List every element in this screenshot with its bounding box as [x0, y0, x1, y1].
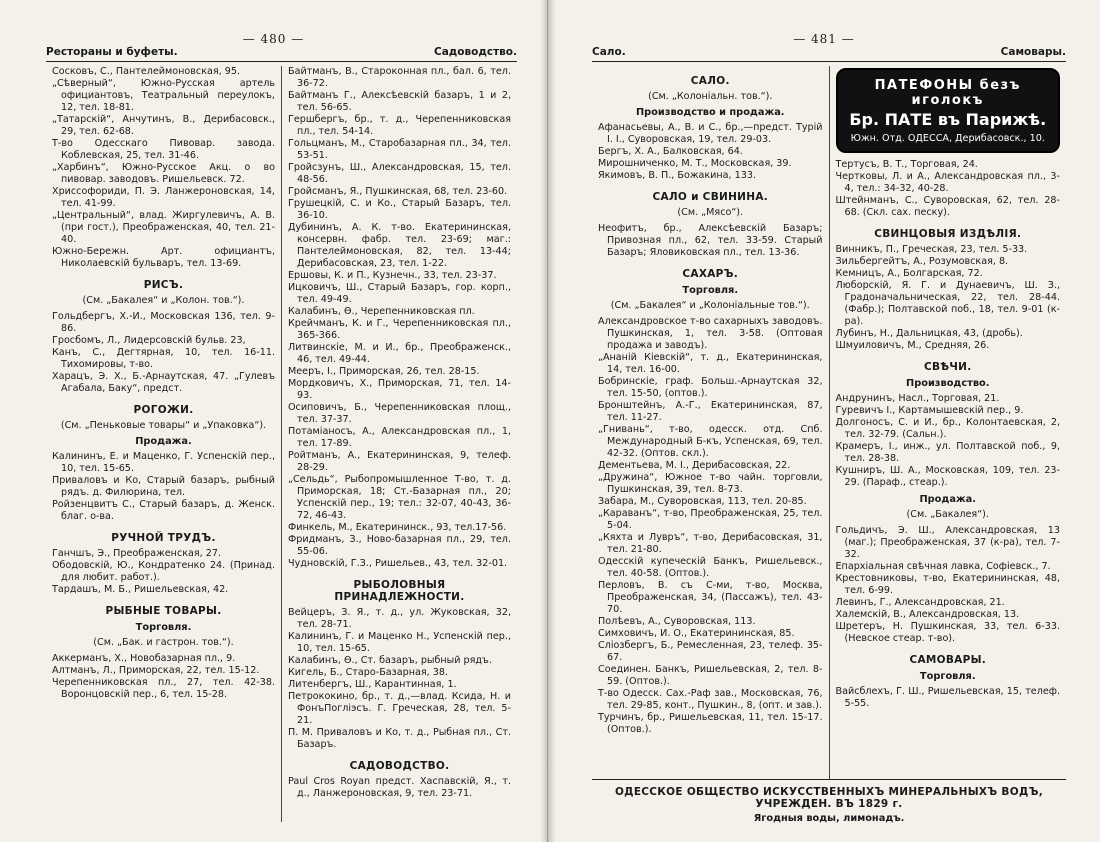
directory-entry: Забара, М., Суворовская, 113, тел. 20-85.: [598, 496, 807, 507]
page-number: — 480 —: [242, 32, 305, 46]
directory-entry: Харацъ, Э. Х., Б.-Арнаутская, 47. „Гулевъ Агабала, Баку“, предст.: [52, 371, 275, 394]
page-footer-advert: [592, 779, 1066, 824]
directory-entry: Гершбергъ, бр., т. д., Черепенниковская пл., тел. 54-14.: [288, 114, 511, 137]
directory-entry: Бронштейнъ, А.-Г., Екатерининская, 87, тел. 11-27.: [598, 400, 823, 423]
directory-entry: Черепенниковская пл., 27, тел. 42-38. Воронцовскiй пер., 6, тел. 15-28.: [52, 677, 275, 700]
section-heading: САМОВАРЫ.: [909, 654, 987, 666]
directory-entry: Гольцманъ, М., Старобазарная пл., 34, тел. 53-51.: [288, 138, 511, 161]
directory-entry: Ершовы, К. и П., Кузнечн., 33, тел. 23-37.: [288, 270, 497, 281]
subsection-heading: Продажа.: [135, 436, 192, 447]
directory-entry: Вайсблехъ, Г. Ш., Ришельевская, 15, телеф. 5-55.: [835, 686, 1060, 709]
directory-entry: Долгоносъ, С. и И., бр., Колонтаевская, 2, тел. 32-79. (Сальн.).: [835, 417, 1060, 440]
directory-entry: „Дружина“, Южное т-во чайн. торговли, Пушкинская, 39, тел. 8-73.: [598, 472, 823, 495]
directory-entry: Гройсзунъ, Ш., Александровская, 15, тел. 48-56.: [288, 162, 511, 185]
directory-entry: „Центральный“, влад. Жиргулевичъ, А. В. (при гост.), Преображенская, 40, тел. 21-40.: [52, 210, 275, 245]
directory-entry: Канъ, С., Дегтярная, 10, тел. 16-11. Тихомировы, т-во.: [52, 347, 275, 370]
section-heading: СВИНЦОВЫЯ ИЗДѢЛIЯ.: [874, 228, 1022, 240]
directory-entry: Осиповичъ, Б., Черепенниковская площ., тел. 37-37.: [288, 402, 511, 425]
running-header-right: Самовары.: [1000, 46, 1066, 58]
directory-entry: Епархiальная свѣчная лавка, Софiевск., 7.: [835, 561, 1051, 572]
section-heading: РИСЪ.: [143, 279, 184, 291]
directory-entry: Шмуиловичъ, М., Средняя, 26.: [835, 340, 990, 351]
directory-entry: Аккерманъ, Х., Новобазарная пл., 9.: [52, 653, 236, 664]
directory-entry: Байтманъ, В., Староконная пл., бал. 6, тел. 36-72.: [288, 66, 511, 89]
running-header: [46, 46, 517, 62]
directory-entry: Вейцеръ, З. Я., т. д., ул. Жуковская, 32, тел. 28-71.: [288, 607, 511, 630]
directory-entry: Слiозбергъ, Б., Ремесленная, 23, телеф. 35-67.: [598, 640, 823, 663]
directory-entry: Халемскiй, В., Александровская, 13.: [835, 609, 1020, 620]
directory-entry: Ицковичъ, Ш., Старый Базаръ, гор. корп., тел. 49-49.: [288, 282, 511, 305]
directory-entry: „Сѣверный“, Южно-Русская артель официантовъ, Театральный переулокъ, 12, тел. 18-81.: [52, 78, 275, 113]
directory-entry: Алтманъ, Л., Приморская, 22, тел. 15-12.: [52, 665, 260, 676]
section-heading: СВѢЧИ.: [923, 361, 972, 373]
running-header-left: Сало.: [592, 46, 626, 58]
directory-entry: Якимовъ, В. П., Божакина, 133.: [598, 170, 756, 181]
page-number: — 481 —: [793, 32, 855, 46]
directory-entry: Калининъ, Е. и Маценко, Г. Успенскiй пер., 10, тел. 15-65.: [52, 451, 275, 474]
section-heading: РЫБНЫЕ ТОВАРЫ.: [105, 605, 222, 617]
subsection-heading: Торговля.: [682, 285, 739, 296]
cross-reference: (См. „Бакалея“ и „Колоніальные тов.“).: [610, 300, 810, 311]
running-header: [592, 46, 1066, 62]
directory-entry: Петрококино, бр., т. д.,—влад. Ксида, Н. и ФонъПоглiэсъ. Г. Греческая, 28, тел. 5-21.: [288, 691, 511, 726]
directory-entry: Финкель, М., Екатерининск., 93, тел.17-56.: [288, 522, 507, 533]
section-heading: САЛО.: [690, 75, 730, 87]
cross-reference: (См. „Колоніальн. тов.“).: [648, 91, 773, 102]
subsection-heading: Производство и продажа.: [635, 107, 785, 118]
directory-entry: Андрунинъ, Насл., Торговая, 21.: [835, 393, 1000, 404]
directory-entry: Одесскiй купеческiй Банкъ, Ришельевск., тел. 40-58. (Оптов.).: [598, 556, 823, 579]
column-1: [592, 66, 829, 780]
directory-entry: Шретеръ, Н. Пушкинская, 33, тел. 6-33. (Невское стеар. т-во).: [835, 621, 1060, 644]
subsection-heading: Продажа.: [919, 494, 977, 505]
directory-entry: Ободовскiй, Ю., Кондратенко 24. (Принад. для любит. работ.).: [52, 560, 275, 583]
directory-entry: Чудновскiй, Г.З., Ришельев., 43, тел. 32-01.: [288, 558, 508, 569]
directory-entry: Приваловъ и Ко, Старый базаръ, рыбный рядъ. д. Филюрина, тел.: [52, 475, 275, 498]
section-heading: РУЧНОЙ ТРУДЪ.: [111, 532, 216, 544]
column-1: [46, 66, 281, 822]
running-header-left: Рестораны и буфеты.: [46, 46, 178, 58]
directory-entry: Афанасьевы, А., В. и С., бр.,—предст. Турiй I. I., Суворовская, 19, тел. 29-03.: [598, 122, 823, 145]
section-heading: САХАРЪ.: [682, 268, 739, 280]
advertisement-box: [836, 68, 1061, 153]
subsection-heading: Торговля.: [919, 671, 976, 682]
column-2: [281, 66, 517, 822]
cross-reference: (См. „Бакалея“).: [906, 509, 989, 520]
directory-entry: Чертковы, Л. и А., Александровская пл., 3-4, тел.: 34-32, 40-28.: [835, 171, 1060, 194]
directory-entry: Дубининъ, А. К. т-во. Екатерининская, консервн. фабр. тел. 23-69; маг.: Пантелеймоновская, 82, тел. 13-44; Дерибасовская, 23, тел. 1-22.: [288, 222, 511, 269]
text-columns: [46, 66, 517, 822]
directory-entry: Крамеръ, I., инж., ул. Полтавской поб., 9, тел. 28-38.: [835, 441, 1060, 464]
directory-entry: Дементьева, М. I., Дерибасовская, 22.: [598, 460, 791, 471]
directory-entry: Фридманъ, З., Ново-базарная пл., 29, тел. 55-06.: [288, 534, 511, 557]
directory-entry: Бобринскiе, граф. Больш.-Арнаутская 32, тел. 15-50, (оптов.).: [598, 376, 823, 399]
directory-entry: Потамiаносъ, А., Александровская пл., 1, тел. 17-89.: [288, 426, 511, 449]
cross-reference: (См. „Бакалея“ и „Колон. тов.“).: [82, 295, 245, 306]
cross-reference: (См. „Пеньковые товары“ и „Упаковка“).: [60, 420, 267, 431]
ad-line-2: Бр. ПАТЕ въ Парижѣ.: [849, 110, 1047, 129]
directory-entry: Paul Cros Royan предст. Хаспавскiй, Я., т. д., Ланжероновская, 9, тел. 23-71.: [288, 776, 511, 799]
directory-entry: Штейнманъ, С., Суворовская, 62, тел. 28-68. (Скл. сах. песку).: [835, 195, 1060, 218]
directory-entry: Байтманъ Г., Алексѣевскiй базаръ, 1 и 2, тел. 56-65.: [288, 90, 511, 113]
directory-entry: Александровское т-во сахарныхъ заводовъ. Пушкинская, 1, тел. 3-58. (Оптовая продажа и заводъ).: [598, 316, 823, 351]
directory-entry: Литенбергъ, Ш., Карантинная, 1.: [288, 679, 457, 690]
directory-entry: Литвинскiе, М. и И., бр., Преображенск., 46, тел. 49-44.: [288, 342, 511, 365]
section-heading: РЫБОЛОВНЫЯ ПРИНАДЛЕЖНОСТИ.: [334, 579, 465, 603]
directory-entry: Калининъ, Г. и Маценко Н., Успенскiй пер., 10, тел. 15-65.: [288, 631, 511, 654]
directory-entry: Гольдбергъ, Х.-И., Московская 136, тел. 9-86.: [52, 311, 275, 334]
directory-entry: Тертусъ, В. Т., Торговая, 24.: [835, 159, 978, 170]
directory-entry: Т-во Одесскаго Пивовар. завода. Коблевская, 25, тел. 31-46.: [52, 138, 275, 161]
directory-entry: Грушецкiй, С. и Ко., Старый Базаръ, тел. 36-10.: [288, 198, 511, 221]
ad-line-3: Южн. Отд. ОДЕССА, Дерибасовск., 10.: [850, 133, 1045, 144]
directory-entry: Турчинъ, бр., Ришельевская, 11, тел. 15-17. (Оптов.).: [598, 712, 823, 735]
directory-entry: Гольдичъ, Э. Ш., Александровская, 13 (маг.); Преображенская, 37 (к-ра), тел. 7-32.: [835, 525, 1060, 560]
directory-entry: Неофитъ, бр., Алексѣевскiй Базаръ; Привозная пл., 62, тел. 33-59. Старый Базаръ; Яловиковская пл., тел. 13-36.: [598, 223, 823, 258]
right-page: [548, 0, 1100, 842]
directory-entry: Кигель, Б., Старо-Базарная, 38.: [288, 667, 449, 678]
directory-entry: Крестовниковы, т-во, Екатерининская, 48, тел. 6-99.: [835, 573, 1060, 596]
directory-entry: Мееръ, I., Приморская, 26, тел. 28-15.: [288, 366, 480, 377]
directory-entry: Гросбомъ, Л., Лидерсовскiй бульв. 23,: [52, 335, 246, 346]
footer-line-2: Ягодныя воды, лимонадъ.: [753, 813, 905, 824]
directory-entry: Калабинъ, Ѳ., Черепенниковская пл.: [288, 306, 475, 317]
directory-entry: Гуревичъ I., Картамышевскiй пер., 9.: [835, 405, 1024, 416]
section-heading: САЛО и СВИНИНА.: [652, 191, 769, 203]
cross-reference: (См. „Мясо“).: [677, 207, 744, 218]
directory-entry: Хриссофориди, П. Э. Ланжероновская, 14, тел. 41-99.: [52, 186, 275, 209]
directory-entry: „Татарскiй“, Анчутинъ, В., Дерибасовск., 29, тел. 62-68.: [52, 114, 275, 137]
left-page: [0, 0, 548, 842]
directory-entry: П. М. Приваловъ и Ко, т. д., Рыбная пл., Ст. Базаръ.: [288, 727, 511, 750]
running-header-right: Садоводство.: [434, 46, 517, 58]
book-gutter: [540, 0, 556, 842]
section-heading: САДОВОДСТВО.: [349, 760, 450, 772]
directory-entry: Кушниръ, Ш. А., Московская, 109, тел. 23-29. (Параф., стеар.).: [835, 465, 1060, 488]
directory-entry: Ройзенцвитъ С., Старый базаръ, д. Женск. благ. о-ва.: [52, 499, 275, 522]
directory-entry: Ганчшъ, Э., Преображенская, 27.: [52, 548, 222, 559]
directory-entry: Винникъ, П., Греческая, 23, тел. 5-33.: [835, 244, 1028, 255]
directory-entry: Мордковичъ, Х., Приморская, 71, тел. 14-93.: [288, 378, 511, 401]
directory-entry: „Ананiй Кiевскiй“, т. д., Екатерининская, 14, тел. 16-00.: [598, 352, 823, 375]
directory-entry: Перловъ, В. съ С-ми, т-во, Москва, Преображенская, 34, (Пассажъ), тел. 43-70.: [598, 580, 823, 615]
directory-entry: „Гнивань“, т-во, одесск. отд. Спб. Международный Б-къ, Успенская, 69, тел. 42-32. (Оптов. скл.).: [598, 424, 823, 459]
directory-entry: Ройтманъ, А., Екатерининская, 9, телеф. 28-29.: [288, 450, 511, 473]
directory-entry: Крейчманъ, К. и Г., Черепенниковская пл., 365-366.: [288, 318, 511, 341]
directory-entry: „Харбинъ“, Южно-Русское Акц. о во пивовар. заводовъ. Ришельевск. 72.: [52, 162, 275, 185]
subsection-heading: Производство.: [906, 378, 990, 389]
directory-entry: Гройсманъ, Я., Пушкинская, 68, тел. 23-60.: [288, 186, 508, 197]
directory-entry: Южно-Бережн. Арт. официантъ, Николаевскiй бульваръ, тел. 13-69.: [52, 246, 275, 269]
directory-entry: Сосковъ, С., Пантелеймоновская, 95.: [52, 66, 240, 77]
directory-entry: „Сельдь“, Рыбопромышленное Т-во, т. д. Приморская, 18; Ст.-Базарная пл., 20; Успенскiй пер., 19; тел.: 32-07, 40-43, 36-72, 46-43.: [288, 474, 511, 521]
column-2-entries: [836, 159, 1061, 710]
directory-entry: Полѣевъ, А., Суворовская, 113.: [598, 616, 756, 627]
directory-entry: Мирошниченко, М. Т., Московская, 39.: [598, 158, 792, 169]
directory-entry: Лубинъ, Н., Дальницкая, 43, (дробь).: [835, 328, 1023, 339]
directory-entry: Бергъ, Х. А., Балковская, 64.: [598, 146, 743, 157]
directory-entry: Левинъ, Г., Александровская, 21.: [835, 597, 1005, 608]
footer-line-1: ОДЕССКОЕ ОБЩЕСТВО ИСКУССТВЕННЫХЪ МИНЕРАЛЬНЫХЪ ВОДЪ, УЧРЕЖДЕН. ВЪ 1829 г.: [614, 786, 1044, 810]
directory-entry: Симховичъ, И. О., Екатерининская, 85.: [598, 628, 795, 639]
directory-entry: Зильбергейтъ, А., Розумовская, 8.: [835, 256, 1009, 267]
directory-entry: Люборскiй, Я. Г. и Дунаевичъ, Ш. З., Градоначальническая, 22, тел. 28-44. (Фабр.); Полтавской поб., 18, тел. 9-01 (к-ра).: [835, 280, 1060, 327]
subsection-heading: Торговля.: [135, 622, 192, 633]
text-columns: [592, 66, 1066, 780]
column-2: [829, 66, 1067, 780]
directory-entry: Калабинъ, Ѳ., Ст. базаръ, рыбный рядъ.: [288, 655, 492, 666]
directory-entry: Тардашъ, М. Б., Ришельевская, 42.: [52, 584, 229, 595]
ad-line-1: ПАТЕФОНЫ безъ иголокъ: [874, 78, 1021, 108]
section-heading: РОГОЖИ.: [133, 404, 194, 416]
cross-reference: (См. „Бак. и гастрон. тов.“).: [93, 637, 234, 648]
directory-entry: Кемницъ, А., Болгарская, 72.: [835, 268, 983, 279]
directory-entry: Соединен. Банкъ, Ришельевская, 2, тел. 8-59. (Оптов.).: [598, 664, 823, 687]
directory-entry: „Кяхта и Лувръ“, т-во, Дерибасовская, 31, тел. 21-80.: [598, 532, 823, 555]
directory-entry: „Караванъ“, т-во, Преображенская, 25, тел. 5-04.: [598, 508, 823, 531]
directory-entry: Т-во Одесск. Сах.-Раф зав., Московская, 76, тел. 29-85, конт., Пушкин., 8, (опт. и зав.).: [598, 688, 823, 711]
